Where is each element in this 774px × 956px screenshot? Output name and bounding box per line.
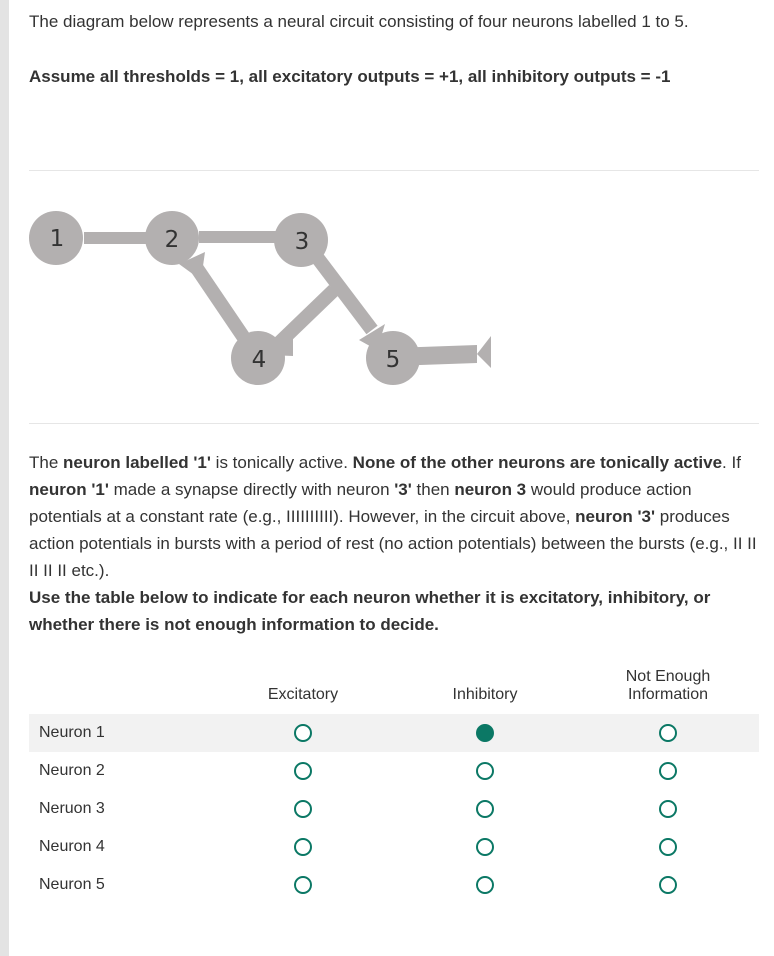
column-header-not-enough-info: Not Enough Information (625, 668, 711, 703)
divider-top (29, 170, 759, 171)
neuron-2 (145, 211, 199, 265)
question-intro: The diagram below represents a neural circuit consisting of four neurons labelled 1 to 5. (29, 12, 689, 31)
row-label: Neuron 4 (39, 838, 105, 855)
table-row (29, 790, 759, 828)
radio-not-enough-info[interactable] (659, 800, 677, 818)
desc-text: The (29, 453, 64, 472)
desc-text: . If (722, 453, 741, 472)
column-header-inhibitory: Inhibitory (452, 686, 518, 703)
desc-bold: neuron 3 (454, 480, 527, 499)
row-label: Neuron 5 (39, 876, 105, 893)
row-label: Neuron 2 (39, 762, 105, 779)
radio-inhibitory[interactable] (476, 800, 494, 818)
radio-not-enough-info[interactable] (659, 838, 677, 856)
neuron-3 (274, 213, 328, 267)
divider-bottom (29, 423, 759, 424)
desc-text: made a synapse directly with neuron (108, 480, 395, 499)
desc-bold: '3' (394, 480, 412, 499)
table-row (29, 866, 759, 904)
radio-excitatory[interactable] (294, 762, 312, 780)
radio-excitatory[interactable] (294, 876, 312, 894)
neuron-2-label: 2 (164, 227, 180, 253)
neural-circuit-diagram (29, 200, 529, 400)
neuron-4-label: 4 (251, 347, 267, 373)
question-assumption: Assume all thresholds = 1, all excitatory outputs = +1, all inhibitory outputs = -1 (29, 67, 671, 86)
terminal-5-output (477, 336, 491, 368)
radio-not-enough-info[interactable] (659, 762, 677, 780)
table-row (29, 752, 759, 790)
neuron-5-label: 5 (385, 347, 401, 373)
radio-inhibitory[interactable] (476, 876, 494, 894)
desc-text: is tonically active. (210, 453, 353, 472)
desc-bold: neuron labelled '1' (63, 453, 211, 472)
desc-text: then (411, 480, 455, 499)
radio-not-enough-info[interactable] (659, 724, 677, 742)
radio-excitatory[interactable] (294, 838, 312, 856)
instruction-text: Use the table below to indicate for each neuron whether it is excitatory, inhibitory, or whether there is not enough information to decide. (29, 588, 711, 634)
axon-3-to-4 (279, 290, 334, 343)
desc-text: produces action potentials in bursts with a period of rest (no action potentials) between the bursts (e.g., II II II II II etc.). (29, 507, 757, 580)
radio-inhibitory[interactable] (476, 724, 494, 742)
radio-inhibitory[interactable] (476, 762, 494, 780)
neuron-4 (231, 331, 285, 385)
row-label: Neuron 1 (39, 724, 105, 741)
table-row (29, 828, 759, 866)
desc-text: would produce action potentials at a constant rate (e.g., IIIIIIIIII). However, in the circuit above, (29, 480, 692, 526)
radio-excitatory[interactable] (294, 800, 312, 818)
left-border-bar (0, 0, 9, 956)
row-label: Neruon 3 (39, 800, 105, 817)
radio-not-enough-info[interactable] (659, 876, 677, 894)
question-description (29, 449, 759, 638)
desc-bold: neuron '1' (29, 480, 109, 499)
neuron-1-label: 1 (49, 226, 65, 252)
neuron-5 (366, 331, 420, 385)
column-header-excitatory: Excitatory (267, 686, 339, 703)
neuron-1 (29, 211, 83, 265)
desc-bold: None of the other neurons are tonically active (352, 453, 723, 472)
table-row (29, 714, 759, 752)
radio-inhibitory[interactable] (476, 838, 494, 856)
neuron-3-label: 3 (294, 229, 310, 255)
desc-bold: neuron '3' (575, 507, 656, 526)
radio-excitatory[interactable] (294, 724, 312, 742)
